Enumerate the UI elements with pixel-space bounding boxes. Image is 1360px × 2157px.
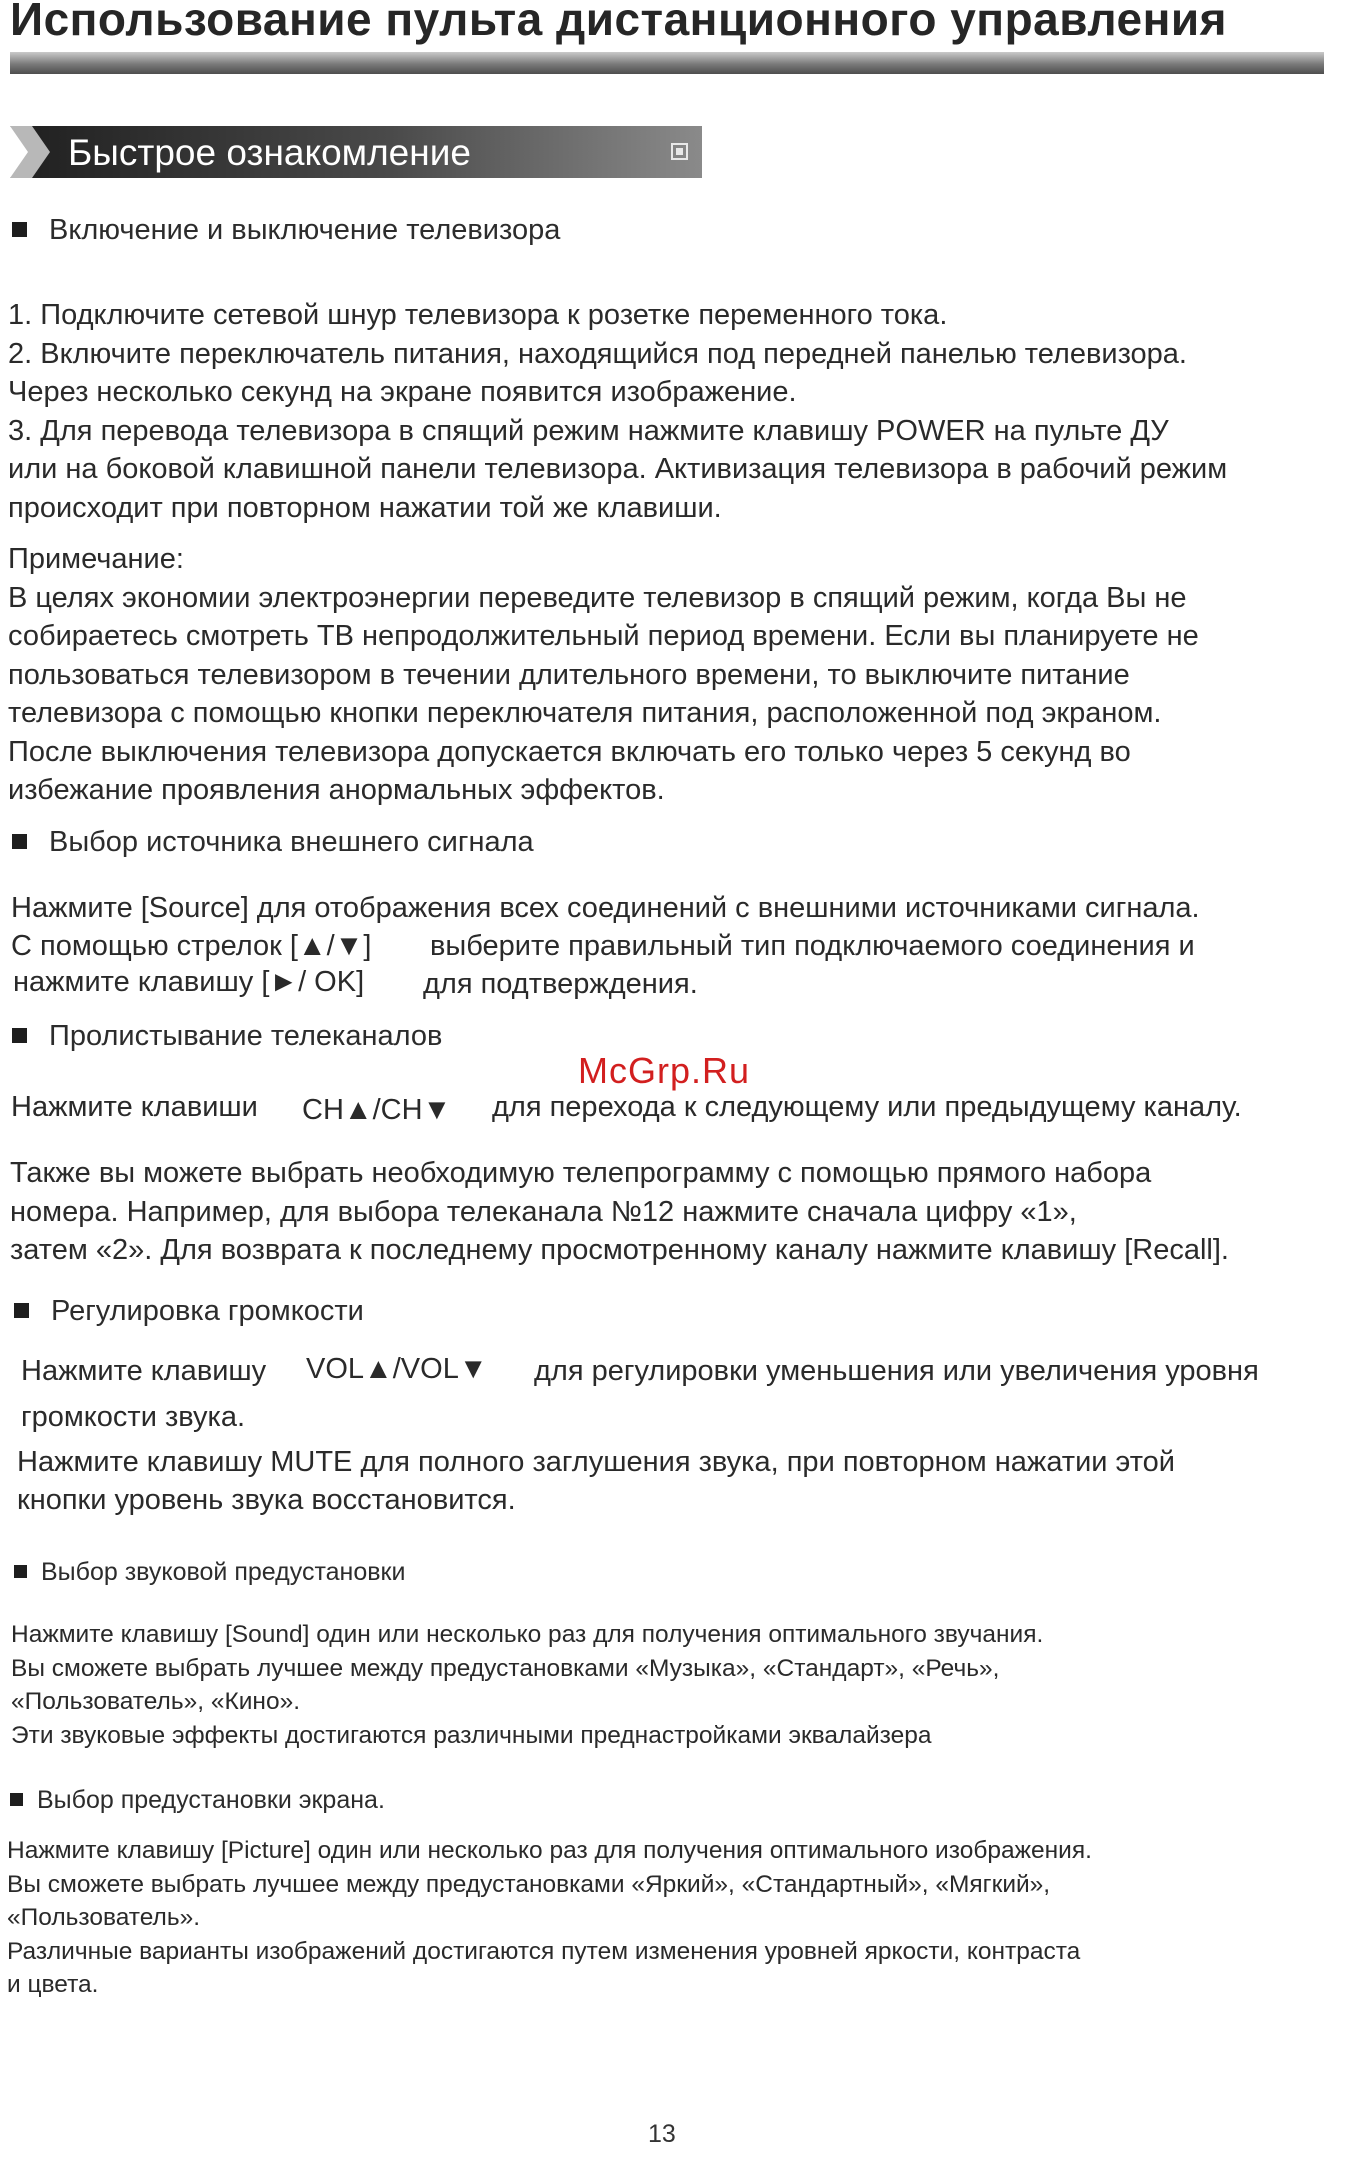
heading-picture-text: Выбор предустановки экрана. xyxy=(37,1786,385,1814)
text-line: Эти звуковые эффекты достигаются различными преднастройками эквалайзера xyxy=(11,1721,932,1749)
bullet-square-icon xyxy=(12,834,27,849)
watermark: McGrp.Ru xyxy=(578,1050,751,1091)
page-number: 13 xyxy=(648,2120,676,2148)
channels-line-1b: CH▲/CH▼ xyxy=(302,1094,452,1126)
source-line-3b: для подтверждения. xyxy=(423,968,698,1000)
bullet-square-icon xyxy=(14,1303,29,1318)
source-line-2b: выберите правильный тип подключаемого соединения и xyxy=(430,930,1195,962)
text-line: 1. Подключите сетевой шнур телевизора к розетке переменного тока. xyxy=(8,299,948,331)
heading-sound xyxy=(14,1558,405,1587)
heading-channels-text: Пролистывание телеканалов xyxy=(49,1020,443,1052)
banner-label: Быстрое ознакомление xyxy=(68,132,471,173)
text-line: Через несколько секунд на экране появится изображение. xyxy=(8,376,797,408)
text-line: В целях экономии электроэнергии переведите телевизор в спящий режим, когда Вы не xyxy=(8,581,1187,614)
text-line: номера. Например, для выбора телеканала №12 нажмите сначала цифру «1», xyxy=(10,1195,1077,1228)
text-line: 2. Включите переключатель питания, находящийся под передней панелью телевизора. xyxy=(8,337,1187,370)
text-line: пользоваться телевизором в течении длительного времени, то выключите питание xyxy=(8,658,1130,691)
volume-line-3: Нажмите клавишу MUTE для полного заглушения звука, при повторном нажатии этой xyxy=(17,1446,1175,1478)
bullet-square-icon xyxy=(14,1565,27,1578)
power-paragraph xyxy=(8,296,1227,527)
text-line: «Пользователь». xyxy=(7,1904,201,1931)
bullet-square-icon xyxy=(10,1793,23,1806)
volume-line-1a: Нажмите клавишу xyxy=(21,1355,267,1387)
text-line: Нажмите клавишу [Picture] один или несколько раз для получения оптимального изображения. xyxy=(7,1837,1092,1864)
text-line: Также вы можете выбрать необходимую телепрограмму с помощью прямого набора xyxy=(10,1157,1152,1189)
title-underline-bar xyxy=(10,52,1324,74)
volume-line-4: кнопки уровень звука восстановится. xyxy=(17,1484,516,1516)
text-line: избежание проявления анормальных эффектов. xyxy=(8,774,665,806)
text-line: Вы сможете выбрать лучшее между предустановками «Яркий», «Стандартный», «Мягкий», xyxy=(7,1870,1051,1898)
picture-paragraph xyxy=(7,1834,1092,2002)
heading-power-text: Включение и выключение телевизора xyxy=(49,214,561,246)
channels-paragraph xyxy=(10,1154,1229,1270)
heading-source xyxy=(12,826,534,859)
note-label: Примечание: xyxy=(8,543,184,575)
channels-line-1a: Нажмите клавиши xyxy=(11,1091,258,1123)
text-line: Различные варианты изображений достигаются путем изменения уровней яркости, контраста xyxy=(7,1937,1081,1965)
bullet-square-icon xyxy=(12,222,27,237)
source-line-2a: С помощью стрелок [▲/▼] xyxy=(11,930,372,962)
source-line-1: Нажмите [Source] для отображения всех соединений с внешними источниками сигнала. xyxy=(11,892,1200,924)
volume-line-1b: VOL▲/VOL▼ xyxy=(306,1353,488,1385)
text-line: «Пользователь», «Кино». xyxy=(11,1688,301,1715)
power-note xyxy=(8,540,1199,810)
text-line: Нажмите клавишу [Sound] один или несколько раз для получения оптимального звучания. xyxy=(11,1621,1044,1648)
square-box-icon xyxy=(671,143,688,160)
bullet-square-icon xyxy=(12,1028,27,1043)
channels-line-1c: для перехода к следующему или предыдущему каналу. xyxy=(492,1091,1242,1123)
heading-volume-text: Регулировка громкости xyxy=(51,1295,364,1327)
text-line: происходит при повторном нажатии той же клавиши. xyxy=(8,491,722,524)
text-line: После выключения телевизора допускается включать его только через 5 секунд во xyxy=(8,735,1131,768)
heading-sound-text: Выбор звуковой предустановки xyxy=(41,1558,406,1586)
heading-channels xyxy=(12,1020,442,1053)
heading-volume xyxy=(14,1295,364,1328)
text-line: 3. Для перевода телевизора в спящий режим нажмите клавишу POWER на пульте ДУ xyxy=(8,414,1169,447)
text-line: или на боковой клавишной панели телевизора. Активизация телевизора в рабочий режим xyxy=(8,453,1228,485)
page-title: Использование пульта дистанционного управления xyxy=(10,0,1228,45)
text-line: телевизора с помощью кнопки переключателя питания, расположенной под экраном. xyxy=(8,697,1162,729)
heading-source-text: Выбор источника внешнего сигнала xyxy=(49,826,534,858)
source-line-3a: нажмите клавишу [►/ OK] xyxy=(13,966,365,998)
text-line: собираетесь смотреть ТВ непродолжительный период времени. Если вы планируете не xyxy=(8,620,1199,652)
heading-power xyxy=(12,214,560,247)
sound-paragraph xyxy=(11,1618,1043,1752)
text-line: Вы сможете выбрать лучшее между предустановками «Музыка», «Стандарт», «Речь», xyxy=(11,1654,1000,1682)
text-line: затем «2». Для возврата к последнему просмотренному каналу нажмите клавишу [Recall]. xyxy=(10,1234,1229,1266)
text-line: и цвета. xyxy=(7,1971,99,1998)
volume-line-2: громкости звука. xyxy=(21,1401,246,1433)
volume-line-1c: для регулировки уменьшения или увеличения уровня xyxy=(534,1355,1259,1387)
section-banner xyxy=(10,126,702,178)
heading-picture xyxy=(10,1786,385,1815)
